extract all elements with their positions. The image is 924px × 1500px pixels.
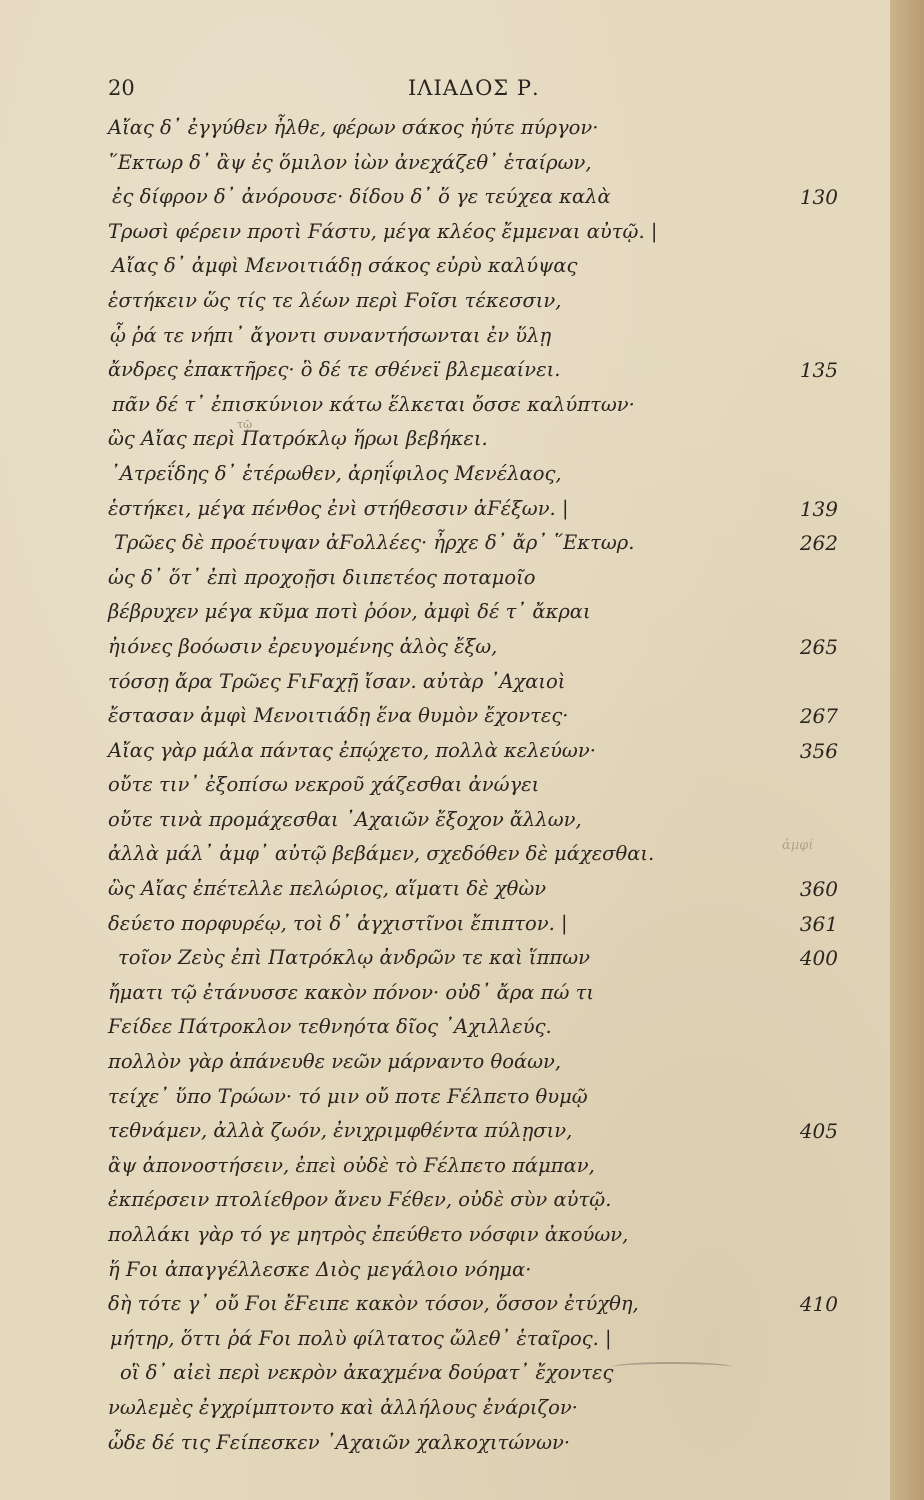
verse-text: ἥ Ϝοι ἀπαγγέλλεσκε Διὸς μεγάλοιο νόημα· (108, 1257, 532, 1281)
verse-text: ᾧ ῥά τε νήπι᾽ ἄγοντι συναντήσωνται ἐν ὕλῃ (110, 323, 552, 347)
page-number: 20 (108, 76, 135, 100)
verse-text: ἐς δίφρον δ᾽ ἀνόρουσε· δίδου δ᾽ ὅ γε τεύχεα καλὰ (112, 185, 611, 209)
line-number: 265 (799, 634, 838, 659)
verse-line (0, 220, 890, 255)
verse-line (0, 1085, 890, 1120)
verse-line (0, 185, 890, 220)
verse-text: νωλεμὲς ἐγχρίμπτοντο καὶ ἀλλήλους ἐνάριζον· (108, 1395, 578, 1419)
verse-line (0, 1223, 890, 1258)
verse-text: Αἴας δ᾽ ἐγγύθεν ἦλθε, φέρων σάκος ἠύτε πύργον· (108, 116, 599, 139)
verse-line (0, 358, 890, 393)
verse-line (0, 1327, 890, 1362)
verse-line (0, 116, 890, 151)
verse-line (0, 739, 890, 774)
line-number: 356 (799, 738, 838, 763)
line-number: 360 (799, 877, 838, 902)
verse-line (0, 393, 890, 428)
verse-line (0, 566, 890, 601)
verse-line (0, 1050, 890, 1085)
verse-line (0, 1361, 890, 1396)
verse-text: οὔτε τινὰ προμάχεσθαι ᾽Αχαιῶν ἔξοχον ἄλλων, (108, 807, 582, 831)
verse-text: ἄνδρες ἐπακτῆρες· ὃ δέ τε σθένεϊ βλεμεαίνει. (108, 358, 561, 382)
verse-text: δὴ τότε γ᾽ οὔ Ϝοι ἔϜειπε κακὸν τόσον, ὅσσον ἐτύχθη, (108, 1292, 639, 1316)
verse-text: μήτηρ, ὅττι ῥά Ϝοι πολὺ φίλτατος ὤλεθ᾽ ἑταῖρος. | (110, 1326, 612, 1350)
verse-text: ἂψ ἀπονοστήσειν, ἐπεὶ οὐδὲ τὸ Ϝέλπετο πάμπαν, (108, 1153, 595, 1177)
verse-line (0, 981, 890, 1016)
verse-line (0, 324, 890, 359)
line-number: 410 (799, 1292, 838, 1317)
verse-line (0, 1015, 890, 1050)
verse-text: τείχε᾽ ὕπο Τρώων· τό μιν οὔ ποτε Ϝέλπετο θυμῷ (108, 1084, 588, 1108)
verse-text: ἠιόνες βοόωσιν ἐρευγομένης ἁλὸς ἔξω, (108, 634, 498, 658)
verse-text: ὣς Αἴας περὶ Πατρόκλῳ ἥρωι βεβήκει. (108, 427, 488, 451)
verse-line (0, 635, 890, 670)
verse-text: ῞Εκτωρ δ᾽ ἂψ ἐς ὅμιλον ἰὼν ἀνεχάζεθ᾽ ἑταίρων, (108, 150, 592, 174)
verse-text: τοῖον Ζεὺς ἐπὶ Πατρόκλῳ ἀνδρῶν τε καὶ ἵππων (118, 946, 590, 970)
verse-text: πᾶν δέ τ᾽ ἐπισκύνιον κάτω ἕλκεται ὄσσε καλύπτων· (112, 392, 635, 416)
verse-line (0, 497, 890, 532)
verse-line (0, 600, 890, 635)
verse-text: οἳ δ᾽ αἰεὶ περὶ νεκρὸν ἀκαχμένα δούρατ᾽ ἔχοντες (120, 1361, 614, 1385)
verse-line (0, 1258, 890, 1293)
verse-text: Αἴας δ᾽ ἀμφὶ Μενοιτιάδῃ σάκος εὐρὺ καλύψας (112, 254, 578, 278)
verse-line (0, 842, 890, 877)
line-number: 405 (799, 1119, 838, 1144)
verse-text: ἑστήκει, μέγα πένθος ἐνὶ στήθεσσιν ἀϜέξων. | (108, 496, 569, 520)
verse-line (0, 151, 890, 186)
verse-line (0, 912, 890, 947)
page-edge (890, 0, 924, 1500)
verse-line (0, 1119, 890, 1154)
verse-text: Τρῶες δὲ προέτυψαν ἀϜολλέες· ἦρχε δ᾽ ἄρ᾽ ῞Εκτωρ. (114, 531, 635, 555)
page-header (108, 76, 838, 106)
verse-line (0, 670, 890, 705)
verse-text: τόσσῃ ἄρα Τρῶες ϜιϜαχῇ ἴσαν. αὐτὰρ ᾽Αχαιοὶ (108, 669, 566, 693)
verse-lines (0, 116, 890, 1465)
line-number: 139 (799, 496, 838, 521)
verse-text: ἔστασαν ἀμφὶ Μενοιτιάδῃ ἕνα θυμὸν ἔχοντες· (108, 704, 569, 728)
verse-line (0, 1292, 890, 1327)
line-number: 135 (799, 358, 838, 383)
verse-line (0, 946, 890, 981)
verse-text: ᾽Ατρεΐδης δ᾽ ἑτέρωθεν, ἀρηΐφιλος Μενέλαος, (110, 461, 562, 485)
verse-line (0, 1431, 890, 1466)
verse-text: ἑστήκειν ὥς τίς τε λέων περὶ Ϝοῖσι τέκεσσιν, (108, 288, 562, 312)
verse-text: ἀλλὰ μάλ᾽ ἀμφ᾽ αὐτῷ βεβάμεν, σχεδόθεν δὲ μάχεσθαι. (108, 842, 655, 866)
verse-text: βέβρυχεν μέγα κῦμα ποτὶ ῥόον, ἀμφὶ δέ τ᾽ ἄκραι (108, 600, 591, 624)
line-number: 130 (799, 185, 838, 210)
verse-line (0, 427, 890, 462)
verse-line (0, 462, 890, 497)
verse-line (0, 254, 890, 289)
verse-text: οὔτε τιν᾽ ἐξοπίσω νεκροῦ χάζεσθαι ἀνώγει (108, 773, 540, 797)
running-title: ΙΛΙΑΔΟΣ Ρ. (408, 76, 540, 100)
verse-line (0, 877, 890, 912)
line-number: 262 (799, 531, 838, 556)
verse-line (0, 773, 890, 808)
verse-line (0, 1396, 890, 1431)
marginal-note-over-word: τῷ (237, 418, 253, 431)
verse-line (0, 704, 890, 739)
verse-text: πολλὸν γὰρ ἀπάνευθε νεῶν μάρναντο θοάων, (108, 1050, 562, 1074)
verse-line (0, 1188, 890, 1223)
verse-text: Τρωσὶ φέρειν προτὶ Ϝάστυ, μέγα κλέος ἔμμεναι αὐτῷ. | (108, 219, 658, 243)
line-number: 400 (799, 946, 838, 971)
marginal-note-right: ἀμφί (782, 838, 814, 853)
ink-stroke (612, 1362, 732, 1372)
line-number: 267 (799, 704, 838, 729)
verse-text: ἐκπέρσειν πτολίεθρον ἄνευ Ϝέθεν, οὐδὲ σὺν αὐτῷ. (108, 1188, 612, 1212)
verse-text: ὧδε δέ τις Ϝείπεσκεν ᾽Αχαιῶν χαλκοχιτώνων· (108, 1430, 571, 1454)
line-number: 361 (799, 911, 838, 936)
verse-line (0, 289, 890, 324)
verse-line (0, 1154, 890, 1189)
verse-text: πολλάκι γὰρ τό γε μητρὸς ἐπεύθετο νόσφιν ἀκούων, (108, 1223, 629, 1246)
verse-text: δεύετο πορφυρέῳ, τοὶ δ᾽ ἀγχιστῖνοι ἔπιπτον. | (108, 911, 568, 935)
verse-line (0, 808, 890, 843)
verse-text: ὣς Αἴας ἐπέτελλε πελώριος, αἵματι δὲ χθὼν (108, 877, 547, 901)
verse-text: Αἴας γὰρ μάλα πάντας ἐπῴχετο, πολλὰ κελεύων· (108, 738, 596, 762)
verse-text: ἤματι τῷ ἐτάνυσσε κακὸν πόνον· οὐδ᾽ ἄρα πώ τι (108, 980, 595, 1004)
verse-text: Ϝείδεε Πάτροκλον τεθνηότα δῖος ᾽Αχιλλεύς. (108, 1015, 552, 1039)
verse-text: τεθνάμεν, ἀλλὰ ζωόν, ἐνιχριμφθέντα πύλῃσιν, (108, 1119, 573, 1143)
verse-text: ὡς δ᾽ ὅτ᾽ ἐπὶ προχοῇσι διιπετέος ποταμοῖο (108, 565, 536, 589)
verse-line (0, 531, 890, 566)
